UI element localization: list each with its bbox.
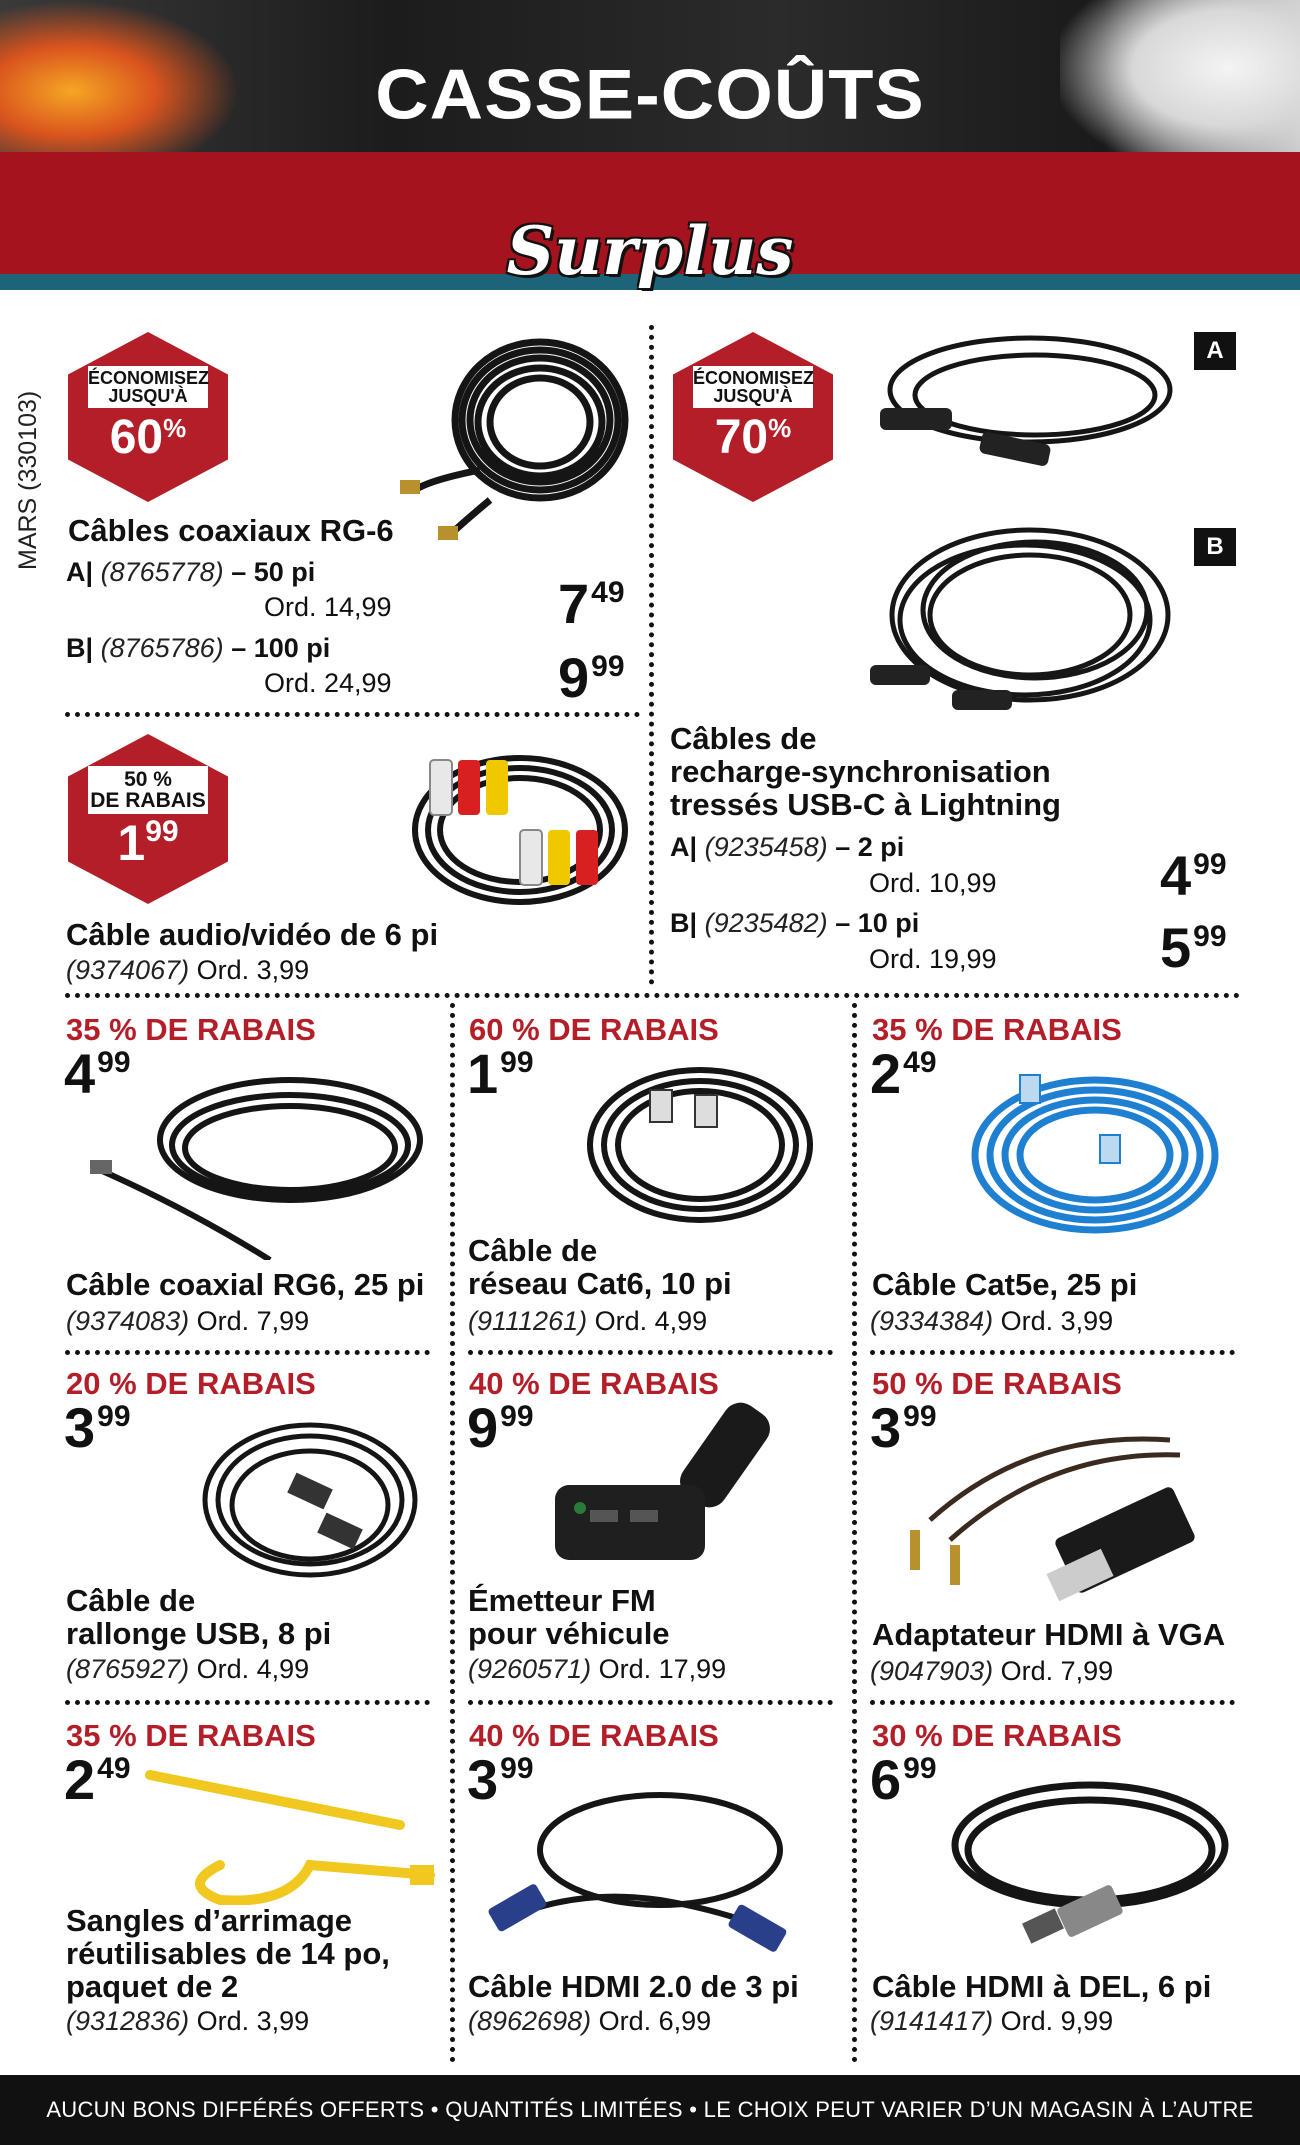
discount-label: 40 % DE RABAIS	[469, 1366, 719, 1401]
discount-label: 35 % DE RABAIS	[66, 1012, 316, 1047]
badge-label: 50 % DE RABAIS	[88, 766, 208, 814]
product-price: $4^{99}$	[64, 1042, 131, 1105]
divider-vertical-col1	[450, 1003, 455, 2063]
badge-label: ÉCONOMISEZ JUSQU'À	[88, 368, 210, 406]
divider-vertical-col2	[852, 1003, 857, 2063]
usb-extension-image	[180, 1410, 420, 1590]
variant-a-price: $4^{99}$	[1160, 844, 1227, 907]
product-title: Émetteur FM pour véhicule	[468, 1583, 670, 1651]
divider-horizontal-top-left	[65, 712, 640, 717]
variant-a-ord: Ord. 10,99	[869, 868, 997, 898]
usbc-lightning-cable-a-image	[860, 320, 1180, 490]
product-sku-ord: (9374067) Ord. 3,99	[66, 955, 310, 985]
header-subtitle: Surplus	[506, 212, 794, 290]
variant-b-ord: Ord. 19,99	[869, 944, 997, 974]
variant-a: A| (9235458) – 2 pi	[670, 832, 905, 862]
hdmi-vga-adapter-image	[910, 1410, 1230, 1610]
variant-b-marker: B	[1194, 528, 1236, 566]
variant-a: A| (8765778) – 50 pi	[66, 557, 316, 587]
footer-text: AUCUN BONS DIFFÉRÉS OFFERTS • QUANTITÉS LIMITÉES • LE CHOIX PEUT VARIER D’UN MAGASIN À L’AUTRE	[46, 2097, 1254, 2122]
fm-transmitter-image	[550, 1380, 830, 1590]
variant-b: B| (9235482) – 10 pi	[670, 908, 920, 938]
hdmi-3-cable-image	[470, 1780, 830, 1960]
divider-row1-col3	[870, 1350, 1235, 1355]
product-title: Adaptateur HDMI à VGA	[872, 1617, 1226, 1652]
discount-label: 60 % DE RABAIS	[469, 1012, 719, 1047]
product-title: Câble HDMI 2.0 de 3 pi	[468, 1969, 799, 2004]
divider-row2-col2	[468, 1700, 833, 1705]
product-price: $1^{99}$	[467, 1042, 534, 1105]
divider-row1-col2	[468, 1350, 833, 1355]
product-title: Câble Cat5e, 25 pi	[872, 1267, 1138, 1302]
discount-label: 50 % DE RABAIS	[872, 1366, 1122, 1401]
product-price: $9^{99}$	[467, 1396, 534, 1459]
product-title: Câble coaxial RG6, 25 pi	[66, 1267, 425, 1302]
product-title: Câbles coaxiaux RG-6	[68, 513, 394, 548]
badge-price: $1^{99}$	[117, 815, 179, 871]
product-price: $3^{99}$	[467, 1748, 534, 1811]
product-price: $2^{49}$	[64, 1748, 131, 1811]
variant-a-ord: Ord. 14,99	[264, 592, 392, 622]
discount-label: 30 % DE RABAIS	[872, 1718, 1122, 1753]
product-sku-ord: (9141417) Ord. 9,99	[870, 2006, 1114, 2036]
divider-horizontal-main	[65, 993, 1240, 998]
divider-row2-col3	[870, 1700, 1235, 1705]
variant-b-price: $5^{99}$	[1160, 916, 1227, 979]
savings-badge	[673, 332, 833, 502]
variant-a-marker: A	[1194, 332, 1236, 370]
tie-straps-image	[140, 1765, 440, 1905]
footer-band	[0, 2075, 1300, 2145]
product-price: $2^{49}$	[870, 1042, 937, 1105]
product-sku-ord: (9374083) Ord. 7,99	[66, 1306, 310, 1336]
product-title: Câble de réseau Cat6, 10 pi	[468, 1233, 732, 1301]
usbc-lightning-cable-b-image	[860, 515, 1180, 735]
discount-label: 35 % DE RABAIS	[872, 1012, 1122, 1047]
product-sku-ord: (8962698) Ord. 6,99	[468, 2006, 712, 2036]
cat5e-cable-image	[960, 1055, 1230, 1245]
discount-label: 20 % DE RABAIS	[66, 1366, 316, 1401]
av-cable-image	[400, 735, 640, 915]
badge-label: ÉCONOMISEZ JUSQU'À	[693, 368, 815, 406]
divider-vertical-top	[649, 325, 654, 985]
variant-b: B| (8765786) – 100 pi	[66, 633, 331, 663]
variant-a-price: $7^{49}$	[558, 572, 625, 635]
discount-badge	[68, 734, 228, 904]
product-sku-ord: (9312836) Ord. 3,99	[66, 2006, 310, 2036]
product-title: Câble audio/vidéo de 6 pi	[66, 917, 439, 952]
variant-b-price: $9^{99}$	[558, 646, 625, 709]
coax-25-image	[90, 1060, 430, 1260]
flyer-header	[0, 0, 1300, 290]
product-price: $3^{99}$	[64, 1396, 131, 1459]
hdmi-led-cable-image	[940, 1765, 1240, 1965]
divider-row2-col1	[65, 1700, 430, 1705]
discount-label: 40 % DE RABAIS	[469, 1718, 719, 1753]
divider-row1-col1	[65, 1350, 430, 1355]
badge-percent: 60%	[109, 411, 187, 464]
product-title: Câble HDMI à DEL, 6 pi	[872, 1969, 1212, 2004]
header-title: CASSE-COÛTS	[375, 55, 925, 134]
product-sku-ord: (9334384) Ord. 3,99	[870, 1306, 1114, 1336]
product-sku-ord: (9047903) Ord. 7,99	[870, 1656, 1114, 1686]
product-sku-ord: (9111261) Ord. 4,99	[468, 1306, 708, 1336]
badge-percent: 70%	[714, 411, 792, 464]
cat6-cable-image	[570, 1050, 830, 1230]
coax-cable-image	[390, 330, 640, 550]
product-sku-ord: (8765927) Ord. 4,99	[66, 1654, 310, 1684]
product-price: $6^{99}$	[870, 1748, 937, 1811]
savings-badge	[68, 332, 228, 502]
product-title: Câbles de recharge-synchronisation tressés USB-C à Lightning	[670, 721, 1061, 822]
product-sku-ord: (9260571) Ord. 17,99	[468, 1654, 727, 1684]
product-title: Sangles d’arrimage réutilisables de 14 po, paquet de 2	[66, 1903, 390, 2004]
variant-b-ord: Ord. 24,99	[264, 668, 392, 698]
side-code: MARS (330103)	[14, 390, 42, 570]
product-price: $3^{99}$	[870, 1396, 937, 1459]
discount-label: 35 % DE RABAIS	[66, 1718, 316, 1753]
product-title: Câble de rallonge USB, 8 pi	[66, 1583, 332, 1651]
